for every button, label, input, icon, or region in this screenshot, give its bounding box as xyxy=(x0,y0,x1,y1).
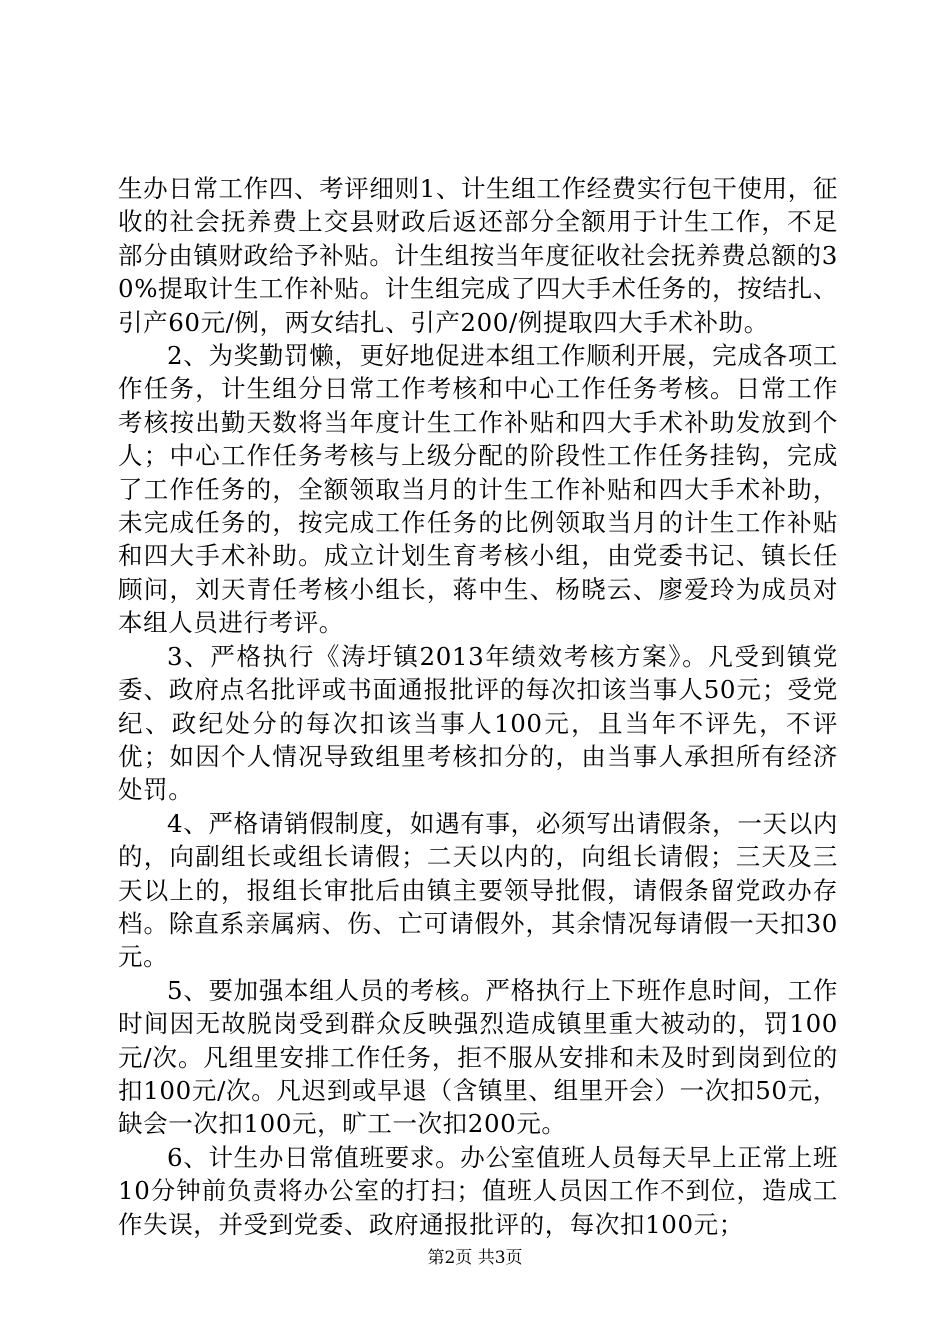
page-footer xyxy=(0,1247,950,1269)
paragraph-2: 2、为奖勤罚懒，更好地促进本组工作顺利开展，完成各项工作任务，计生组分日常工作考核和中心工作任务考核。日常工作考核按出勤天数将当年度计生工作补贴和四大手术补助发放到个人；中心工作任务考核与上级分配的阶段性工作任务挂钩，完成了工作任务的，全额领取当月的计生工作补贴和四大手术补助，未完成任务的，按完成工作任务的比例领取当月的计生工作补贴和四大手术补助。成立计划生育考核小组，由党委书记、镇长任顾问，刘天青任考核小组长，蒋中生、杨晓云、廖爱玲为成员对本组人员进行考评。 xyxy=(118,341,838,638)
paragraph-3: 3、严格执行《涛圩镇2013年绩效考核方案》。凡受到镇党委、政府点名批评或书面通报批评的每次扣该当事人50元；受党纪、政纪处分的每次扣该当事人100元，且当年不评先，不评优；如因个人情况导致组里考核扣分的，由当事人承担所有经济处罚。 xyxy=(118,641,838,805)
paragraph-5: 5、要加强本组人员的考核。严格执行上下班作息时间，工作时间因无故脱岗受到群众反映强烈造成镇里重大被动的，罚100元/次。凡组里安排工作任务，拒不服从安排和未及时到岗到位的扣100元/次。凡迟到或早退（含镇里、组里开会）一次扣50元，缺会一次扣100元，旷工一次扣200元。 xyxy=(118,975,838,1139)
document-body xyxy=(118,172,838,1241)
paragraph-1: 生办日常工作四、考评细则1、计生组工作经费实行包干使用，征收的社会抚养费上交县财政后返还部分全额用于计生工作，不足部分由镇财政给予补贴。计生组按当年度征收社会抚养费总额的30%提取计生工作补贴。计生组完成了四大手术任务的，按结扎、引产60元/例，两女结扎、引产200/例提取四大手术补助。 xyxy=(118,174,838,337)
paragraph-4: 4、严格请销假制度，如遇有事，必须写出请假条，一天以内的，向副组长或组长请假；二天以内的，向组长请假；三天及三天以上的，报组长审批后由镇主要领导批假，请假条留党政办存档。除直系亲属病、伤、亡可请假外，其余情况每请假一天扣30元。 xyxy=(118,808,838,972)
page-number: 第2页 共3页 xyxy=(427,1248,523,1268)
paragraph-6: 6、计生办日常值班要求。办公室值班人员每天早上正常上班10分钟前负责将办公室的打扫；值班人员因工作不到位，造成工作失误，并受到党委、政府通报批评的，每次扣100元； xyxy=(118,1142,838,1239)
